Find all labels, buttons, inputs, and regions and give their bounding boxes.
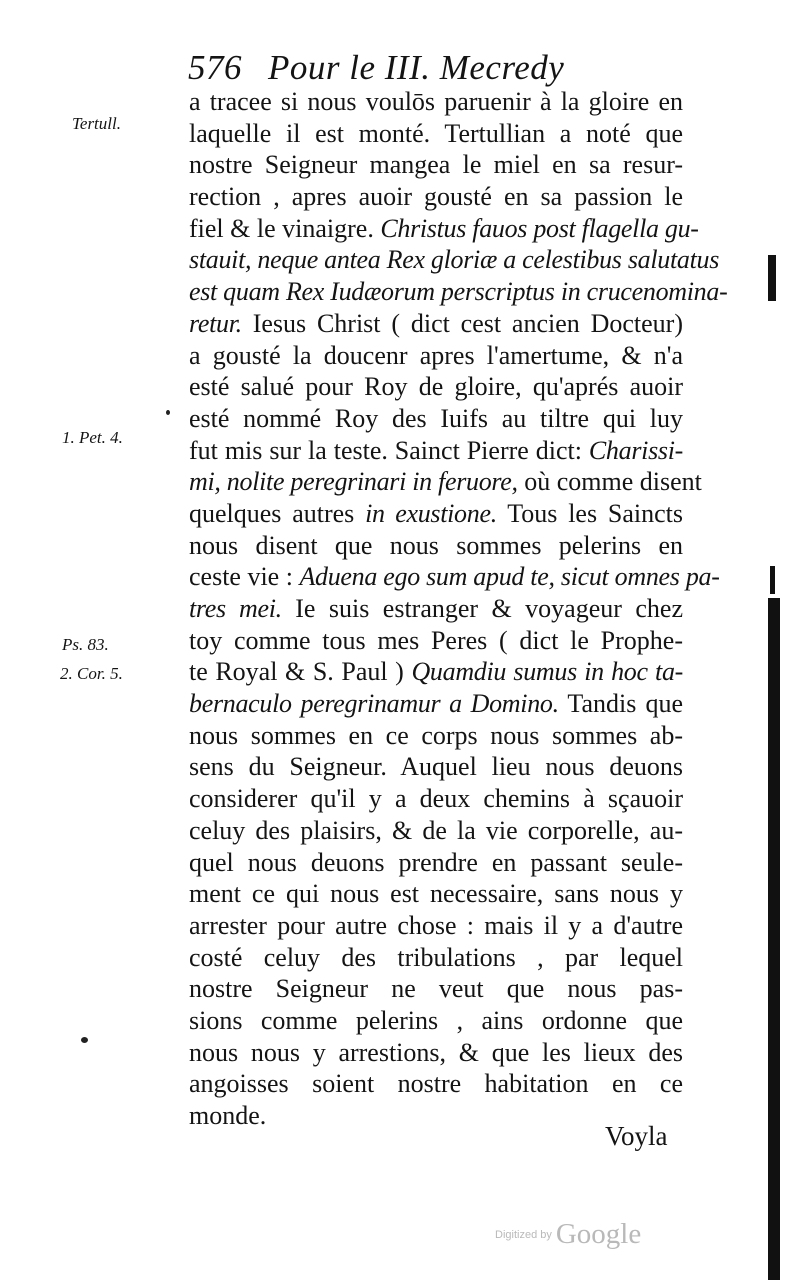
latin-quotation: est quam Rex Iudæorum perscriptus in crucenomina- xyxy=(189,277,728,307)
text-line xyxy=(189,720,683,752)
line-segment: arrester pour autre chose : mais il y a d'autre xyxy=(189,910,683,940)
text-line xyxy=(189,308,683,340)
text-line xyxy=(189,371,683,403)
text-line xyxy=(189,973,683,1005)
text-line xyxy=(189,466,702,498)
text-line xyxy=(189,942,683,974)
line-segment: sens du Seigneur. Auquel lieu nous deuons xyxy=(189,752,683,782)
latin-quotation: Charissi- xyxy=(588,435,683,465)
ink-dot xyxy=(166,410,170,415)
line-segment: considerer qu'il y a deux chemins à sçauoir xyxy=(189,784,683,814)
latin-quotation: Christus fauos post flagella gu- xyxy=(380,213,699,243)
latin-quotation: Quamdiu sumus in hoc ta- xyxy=(411,657,683,687)
catchword: Voyla xyxy=(605,1121,668,1151)
margin-note-2-corinthians: 2. Cor. 5. xyxy=(60,664,123,683)
latin-quotation: retur. xyxy=(189,308,242,338)
text-line xyxy=(189,688,683,720)
scan-edge-mark xyxy=(768,255,776,301)
line-segment: nous nous y arrestions, & que les lieux des xyxy=(189,1037,683,1067)
line-segment: ment ce qui nous est necessaire, sans nous y xyxy=(189,879,683,909)
line-segment: Tandis que xyxy=(558,689,683,719)
line-segment: ceste vie : xyxy=(189,562,300,592)
text-line xyxy=(189,213,699,245)
text-line xyxy=(189,1005,683,1037)
latin-quotation: Aduena ego sum apud te, sicut omnes pa- xyxy=(299,562,720,592)
line-segment: celuy des plaisirs, & de la vie corporelle, au- xyxy=(189,815,683,845)
latin-quotation: bernaculo peregrinamur a Domino. xyxy=(189,689,559,719)
line-segment: Ie suis estranger & voyageur chez xyxy=(281,594,683,623)
line-segment: laquelle il est monté. Tertullian a noté que xyxy=(189,118,683,148)
text-line xyxy=(189,593,683,625)
line-segment: Iesus Christ ( dict cest ancien Docteur) xyxy=(241,308,683,338)
watermark-prefix: Digitized by xyxy=(495,1228,552,1241)
text-line xyxy=(189,86,683,118)
line-segment: costé celuy des tribulations , par lequel xyxy=(189,942,683,972)
scan-edge-mark xyxy=(770,566,775,594)
line-segment: te Royal & S. Paul ) xyxy=(189,657,412,687)
line-segment: nous sommes en ce corps nous sommes ab- xyxy=(189,720,683,750)
margin-note-tertullian: Tertull. xyxy=(72,114,121,133)
line-segment: Tous les Saincts xyxy=(496,498,683,528)
text-line xyxy=(189,625,683,657)
ink-dot xyxy=(81,1037,88,1043)
running-header xyxy=(188,44,618,92)
text-line xyxy=(189,847,683,879)
text-line xyxy=(189,403,683,435)
text-line xyxy=(189,181,683,213)
line-segment: quelques autres xyxy=(189,498,366,528)
latin-quotation: stauit, neque antea Rex gloriæ a celestibus salutatus xyxy=(189,245,720,275)
page-number: 576 xyxy=(188,48,242,87)
text-line xyxy=(189,561,720,593)
line-segment: fiel & le vinaigre. xyxy=(189,213,381,243)
text-line xyxy=(189,118,683,150)
text-line xyxy=(189,751,683,783)
text-line xyxy=(189,276,728,308)
latin-quotation: in exustione. xyxy=(365,498,497,528)
text-line xyxy=(189,910,683,942)
line-segment: où comme disent xyxy=(517,467,702,497)
text-line xyxy=(189,656,683,688)
latin-quotation: tres mei. xyxy=(189,594,282,623)
text-line xyxy=(189,1037,683,1069)
line-segment: a tracee si nous voulōs paruenir à la gloire en xyxy=(189,87,683,116)
text-line xyxy=(189,815,683,847)
scan-edge-bar xyxy=(768,598,780,1280)
line-segment: monde. xyxy=(189,1101,267,1130)
line-segment: nostre Seigneur ne veut que nous pas- xyxy=(189,974,683,1004)
text-line xyxy=(189,498,683,530)
margin-note-psalm: Ps. 83. xyxy=(62,635,109,654)
digitization-watermark xyxy=(495,1218,641,1251)
text-line xyxy=(189,878,683,910)
line-segment: quel nous deuons prendre en passant seule- xyxy=(189,847,683,877)
line-segment: nous disent que nous sommes pelerins en xyxy=(189,530,683,560)
watermark-brand: Google xyxy=(555,1218,642,1250)
line-segment: rection , apres auoir gousté en sa passion le xyxy=(189,182,683,212)
line-segment: a gousté la doucenr apres l'amertume, & n'a xyxy=(189,340,683,370)
margin-note-1-peter: 1. Pet. 4. xyxy=(62,428,123,447)
text-line xyxy=(189,530,683,562)
line-segment: toy comme tous mes Peres ( dict le Prophe- xyxy=(189,625,683,655)
body-text xyxy=(189,86,728,1132)
running-title: Pour le III. Mecredy xyxy=(268,48,565,87)
line-segment: nostre Seigneur mangea le miel en sa resur- xyxy=(189,150,683,180)
line-segment: fut mis sur la teste. Sainct Pierre dict: xyxy=(189,435,589,465)
text-line xyxy=(189,435,683,467)
text-line xyxy=(189,244,720,276)
text-line xyxy=(189,149,683,181)
line-segment: esté salué pour Roy de gloire, qu'aprés auoir xyxy=(189,372,683,402)
line-segment: esté nommé Roy des Iuifs au tiltre qui luy xyxy=(189,403,683,433)
text-line xyxy=(189,783,683,815)
latin-quotation: mi, nolite peregrinari in feruore, xyxy=(189,467,518,497)
text-line xyxy=(189,340,683,372)
text-line xyxy=(189,1068,683,1100)
line-segment: angoisses soient nostre habitation en ce xyxy=(189,1069,683,1099)
line-segment: sions comme pelerins , ains ordonne que xyxy=(189,1005,683,1035)
